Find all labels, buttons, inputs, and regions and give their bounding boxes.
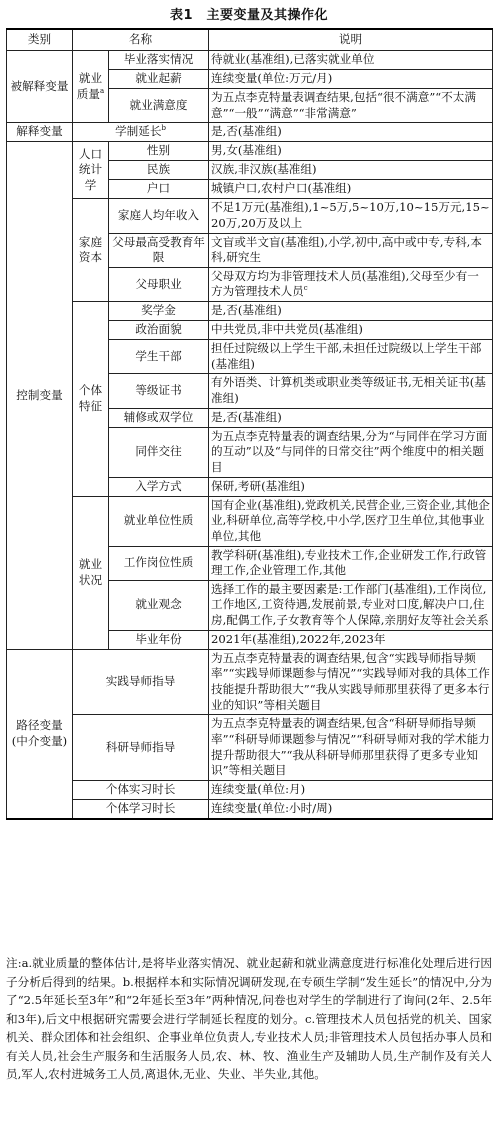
var-name: 辅修或双学位 (109, 408, 209, 427)
var-desc: 为五点李克特量表的调查结果,分为“与同伴在学习方面的互动”以及“与同伴的日常交往”两个维度中的相关题目 (209, 427, 493, 477)
group-individual: 个体特征 (73, 302, 109, 496)
var-desc: 连续变量(单位:万元/月) (209, 70, 493, 89)
var-desc: 选择工作的最主要因素是:工作部门(基准组),工作岗位,工作地区,工资待遇,发展前景,专业对口度,解决户口,住房,配偶工作,子女教育等个人保障,亲朋好友等社会关系 (209, 580, 493, 630)
var-name: 入学方式 (109, 477, 209, 496)
var-desc: 是,否(基准组) (209, 302, 493, 321)
var-name: 奖学金 (109, 302, 209, 321)
var-name: 就业起薪 (109, 70, 209, 89)
table-title: 表1 主要变量及其操作化 (169, 8, 329, 23)
table-row (7, 496, 493, 546)
var-desc: 担任过院级以上学生干部,未担任过院级以上学生干部(基准组) (209, 340, 493, 374)
table-row (7, 649, 493, 715)
var-desc: 为五点李克特量表的调查结果,包含“实践导师指导频率”“实践导师课题参与情况”“实践导师对我的具体工作技能提升帮助很大”“我从实践导师那里获得了更多本行业的知识”等相关题目 (209, 649, 493, 715)
var-name: 父母最高受教育年限 (109, 233, 209, 267)
var-name: 性别 (109, 142, 209, 161)
group-employment-status: 就业状况 (73, 496, 109, 649)
var-desc: 城镇户口,农村户口(基准组) (209, 180, 493, 199)
var-name: 就业满意度 (109, 89, 209, 123)
var-desc: 为五点李克特量表的调查结果,包含“科研导师指导频率”“科研导师课题参与情况”“科研导师对我的学术能力提升帮助很大”“我从科研导师那里获得了更多专业知识”等相关题目 (209, 715, 493, 781)
group-demographics: 人口统计学 (73, 142, 109, 199)
table-row (7, 142, 493, 161)
var-name: 户口 (109, 180, 209, 199)
var-desc: 国有企业(基准组),党政机关,民营企业,三资企业,其他企业,科研单位,高等学校,中小学,医疗卫生单位,其他事业单位,其他 (209, 496, 493, 546)
table-row (7, 51, 493, 70)
header-category: 类别 (7, 29, 73, 51)
var-desc: 连续变量(单位:月) (209, 780, 493, 799)
var-desc: 是,否(基准组) (209, 408, 493, 427)
category-explained: 被解释变量 (7, 51, 73, 123)
var-desc: 为五点李克特量表调查结果,包括“很不满意”“不太满意”“一般”“满意”“非常满意” (209, 89, 493, 123)
table-row (7, 199, 493, 233)
var-desc: 汉族,非汉族(基准组) (209, 161, 493, 180)
var-name: 实践导师指导 (73, 649, 209, 715)
category-control: 控制变量 (7, 142, 73, 649)
var-name: 工作岗位性质 (109, 546, 209, 580)
group-family-capital: 家庭资本 (73, 199, 109, 302)
var-desc: 中共党员,非中共党员(基准组) (209, 321, 493, 340)
variables-table (6, 28, 493, 820)
table-row (7, 302, 493, 321)
table-header-row (7, 29, 493, 51)
var-name: 政治面貌 (109, 321, 209, 340)
var-name: 个体实习时长 (73, 780, 209, 799)
var-desc: 男,女(基准组) (209, 142, 493, 161)
var-desc: 父母双方均为非管理技术人员(基准组),父母至少有一方为管理技术人员$^c$ (209, 267, 493, 301)
var-name: 父母职业 (109, 267, 209, 301)
header-name: 名称 (73, 29, 209, 51)
table-row (7, 715, 493, 781)
table-row (7, 123, 493, 142)
var-name: 同伴交往 (109, 427, 209, 477)
header-desc: 说明 (209, 29, 493, 51)
var-name: 民族 (109, 161, 209, 180)
var-name: 就业观念 (109, 580, 209, 630)
var-name: 等级证书 (109, 374, 209, 408)
var-name: 就业单位性质 (109, 496, 209, 546)
table-row (7, 780, 493, 799)
var-name: 个体学习时长 (73, 799, 209, 819)
var-desc: 教学科研(基准组),专业技术工作,企业研发工作,行政管理工作,企业管理工作,其他 (209, 546, 493, 580)
var-desc: 文盲或半文盲(基准组),小学,初中,高中或中专,专科,本科,研究生 (209, 233, 493, 267)
var-desc: 是,否(基准组) (209, 123, 493, 142)
var-desc: 2021年(基准组),2022年,2023年 (209, 630, 493, 649)
var-name: 毕业年份 (109, 630, 209, 649)
var-name: 家庭人均年收入 (109, 199, 209, 233)
var-name: 学制延长$^b$ (73, 123, 209, 142)
var-name: 科研导师指导 (73, 715, 209, 781)
var-name: 毕业落实情况 (109, 51, 209, 70)
table-footnote: 注:a.就业质量的整体估计,是将毕业落实情况、就业起薪和就业满意度进行标准化处理后进行因子分析后得到的结果。b.根据样本和实际情况调研发现,在专硕生学制“发生延长”的情况中,分为了“2.5年延长至3年”和“2年延长至3年”两种情况,问卷也对学生的学制进行了询问(2年、2.5年和3年),后文中根据研究需要会进行学制延长程度的划分。c.管理技术人员包括党的机关、国家机关、群众团体和社会组织、企事业单位负责人,专业技术人员;非管理技术人员包括办事人员和有关人员,社会生产服务和生活服务人员,农、林、牧、渔业生产及辅助人员,生产制作及有关人员,军人,农村进城务工人员,离退休,无业、失业、半失业,其他。 (6, 956, 492, 1082)
table-row (7, 799, 493, 819)
var-desc: 待就业(基准组),已落实就业单位 (209, 51, 493, 70)
var-name: 学生干部 (109, 340, 209, 374)
var-desc: 有外语类、计算机类或职业类等级证书,无相关证书(基准组) (209, 374, 493, 408)
var-desc: 连续变量(单位:小时/周) (209, 799, 493, 819)
var-desc: 不足1万元(基准组),1~5万,5~10万,10~15万元,15~20万,20万及以上 (209, 199, 493, 233)
category-explanatory: 解释变量 (7, 123, 73, 142)
var-desc: 保研,考研(基准组) (209, 477, 493, 496)
category-mediator: 路径变量(中介变量) (7, 649, 73, 819)
group-employment-quality: 就业质量$^a$ (73, 51, 109, 123)
